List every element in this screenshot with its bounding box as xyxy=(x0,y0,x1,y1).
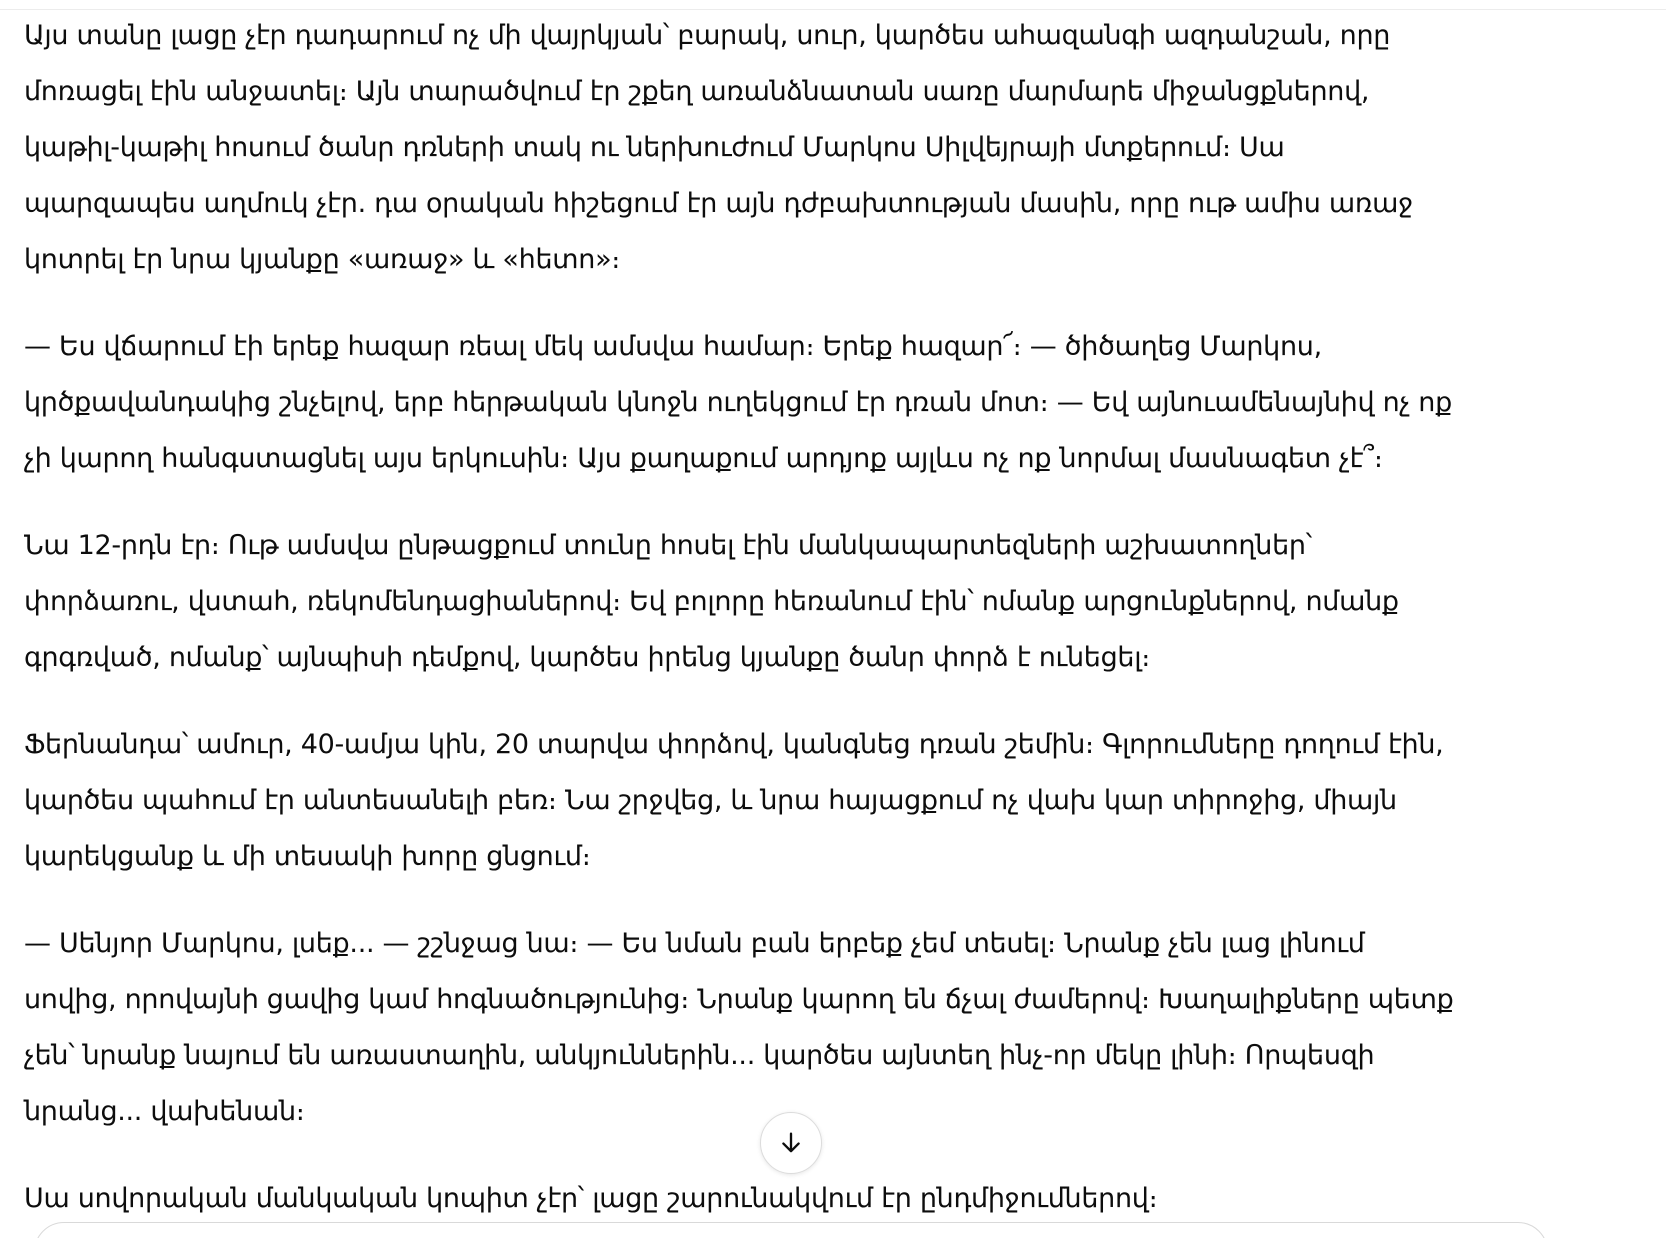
text-line: Սա սովորական մանկական կոպիտ չէր՝ լացը շարունակվում էր ընդմիջումներով։ xyxy=(24,1183,1158,1214)
arrow-down-icon xyxy=(777,1129,805,1157)
assistant-message xyxy=(24,8,1624,1227)
text-line: կոտրել էր նրա կյանքը «առաջ» և «հետո»։ xyxy=(24,244,621,275)
message-composer[interactable] xyxy=(34,1222,1548,1238)
text-line: չի կարող հանգստացնել այս երկուսին։ Այս քաղաքում արդյոք այլևս ոչ ոք նորմալ մասնագետ չէ՞։ xyxy=(24,443,1383,474)
text-line: կարեկցանք և մի տեսակի խորը ցնցում։ xyxy=(24,841,591,872)
text-line: կրծքավանդակից շնչելով, երբ հերթական կնոջն ուղեկցում էր դռան մոտ։ — Եվ այնուամենայնիվ ոչ ոք xyxy=(24,387,1452,418)
text-line: Ֆերնանդա՝ ամուր, 40-ամյա կին, 20 տարվա փորձով, կանգնեց դռան շեմին։ Գլորումները դողում էին, xyxy=(24,729,1444,760)
text-line: — Ես վճարում էի երեք հազար ռեալ մեկ ամսվա համար։ Երեք հազար՜։ — ծիծաղեց Մարկոս, xyxy=(24,331,1322,362)
message-paragraph xyxy=(24,518,1624,686)
text-line: Նա 12-րդն էր։ Ութ ամսվա ընթացքում տունը հոսել էին մանկապարտեզների աշխատողներ՝ xyxy=(24,530,1312,561)
message-paragraph xyxy=(24,916,1624,1140)
message-paragraph xyxy=(24,717,1624,885)
text-line: նրանց... վախենան։ xyxy=(24,1096,305,1127)
text-line: չեն՝ նրանք նայում են առաստաղին, անկյուններին... կարծես այնտեղ ինչ-որ մեկը լինի։ Որպեսզի xyxy=(24,1040,1375,1071)
text-line: փորձառու, վստահ, ռեկոմենդացիաներով։ Եվ բոլորը հեռանում էին՝ ոմանք արցունքներով, ոմանք xyxy=(24,586,1399,617)
text-line: պարզապես աղմուկ չէր. դա օրական հիշեցում էր այն դժբախտության մասին, որը ութ ամիս առաջ xyxy=(24,188,1413,219)
message-paragraph xyxy=(24,1171,1624,1227)
scroll-to-bottom-button[interactable] xyxy=(760,1112,822,1174)
text-line: — Սենյոր Մարկոս, լսեք... — շշնջաց նա։ — Ես նման բան երբեք չեմ տեսել։ Նրանք չեն լաց լինում xyxy=(24,928,1365,959)
text-line: Այս տանը լացը չէր դադարում ոչ մի վայրկյան՝ բարակ, սուր, կարծես ահազանգի ազդանշան, որը xyxy=(24,20,1391,51)
text-line: գրգռված, ոմանք՝ այնպիսի դեմքով, կարծես իրենց կյանքը ծանր փորձ է ունեցել։ xyxy=(24,642,1151,673)
message-paragraph xyxy=(24,8,1624,288)
text-line: կաթիլ-կաթիլ հոսում ծանր դռների տակ ու ներխուժում Մարկոս Սիլվեյրայի մտքերում։ Սա xyxy=(24,132,1285,163)
text-line: մոռացել էին անջատել։ Այն տարածվում էր շքեղ առանձնատան սառը մարմարե միջանցքներով, xyxy=(24,76,1370,107)
text-line: սովից, որովայնի ցավից կամ հոգնածությունից։ Նրանք կարող են ճչալ ժամերով։ Խաղալիքները պետք xyxy=(24,984,1454,1015)
message-paragraph xyxy=(24,319,1624,487)
text-line: կարծես պահում էր անտեսանելի բեռ։ Նա շրջվեց, և նրա հայացքում ոչ վախ կար տիրոջից, միայն xyxy=(24,785,1397,816)
